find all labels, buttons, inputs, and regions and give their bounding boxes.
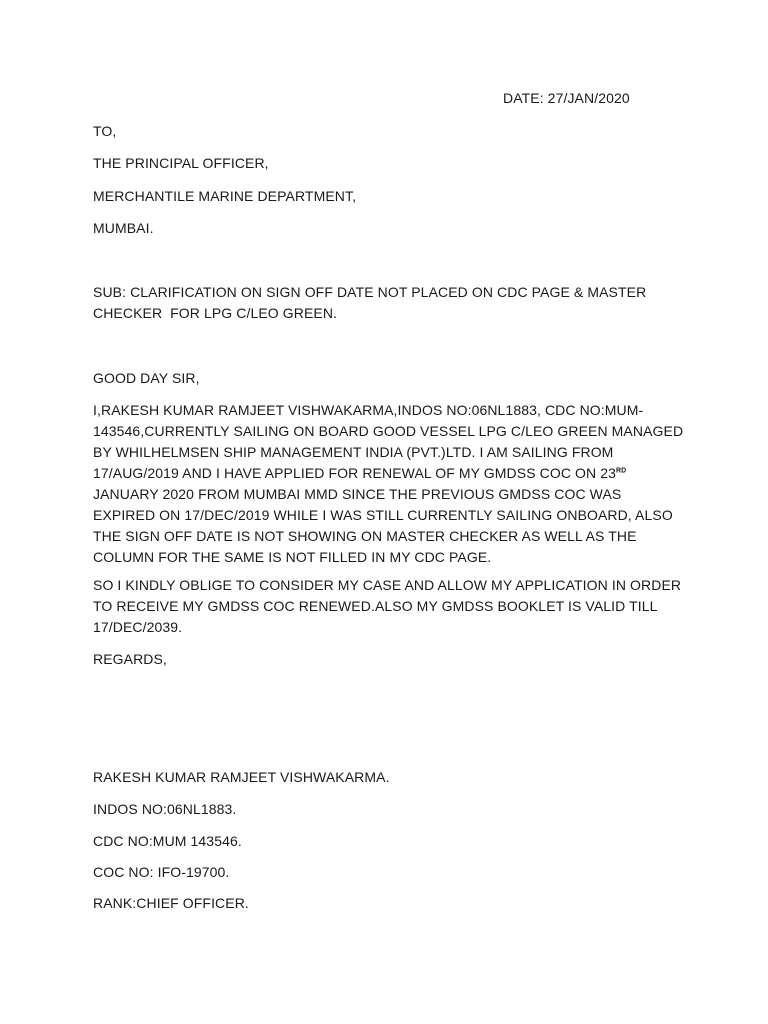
body1-line-8: COLUMN FOR THE SAME IS NOT FILLED IN MY CDC PAGE. xyxy=(93,549,492,565)
date-year: 2020 xyxy=(598,90,630,106)
recipient-department: MERCHANTILE MARINE DEPARTMENT, xyxy=(93,188,357,204)
body1-line-4 xyxy=(93,463,626,484)
recipient-title: THE PRINCIPAL OFFICER, xyxy=(93,155,269,171)
date-line xyxy=(503,88,630,109)
body2-line-2: TO RECEIVE MY GMDSS COC RENEWED.ALSO MY GMDSS BOOKLET IS VALID TILL xyxy=(93,598,658,614)
body1-line-4-text: 17/AUG/2019 AND I HAVE APPLIED FOR RENEWAL OF MY GMDSS COC ON 23 xyxy=(93,465,616,481)
recipient-city: MUMBAI. xyxy=(93,220,154,236)
closing: REGARDS, xyxy=(93,651,167,667)
signature-cdc: CDC NO:MUM 143546. xyxy=(93,833,242,849)
body1-line-6: EXPIRED ON 17/DEC/2019 WHILE I WAS STILL CURRENTLY SAILING ONBOARD, ALSO xyxy=(93,507,673,523)
body2-line-3: 17/DEC/2039. xyxy=(93,619,183,635)
body1-line-1: I,RAKESH KUMAR RAMJEET VISHWAKARMA,INDOS NO:06NL1883, CDC NO:MUM- xyxy=(93,402,644,418)
signature-rank: RANK:CHIEF OFFICER. xyxy=(93,895,249,911)
ordinal-suffix: RD xyxy=(616,467,627,475)
signature-coc: COC NO: IFO-19700. xyxy=(93,864,230,880)
subject-line-1: SUB: CLARIFICATION ON SIGN OFF DATE NOT PLACED ON CDC PAGE & MASTER xyxy=(93,284,647,300)
subject-line-2: CHECKER FOR LPG C/LEO GREEN. xyxy=(93,305,338,321)
date-label: DATE: 27/JAN/ xyxy=(503,90,599,106)
greeting: GOOD DAY SIR, xyxy=(93,370,200,386)
signature-indos: INDOS NO:06NL1883. xyxy=(93,801,237,817)
body2-line-1: SO I KINDLY OBLIGE TO CONSIDER MY CASE AND ALLOW MY APPLICATION IN ORDER xyxy=(93,577,682,593)
body1-line-7: THE SIGN OFF DATE IS NOT SHOWING ON MASTER CHECKER AS WELL AS THE xyxy=(93,528,637,544)
signature-name: RAKESH KUMAR RAMJEET VISHWAKARMA. xyxy=(93,769,390,785)
to-label: TO, xyxy=(93,123,117,139)
body1-line-2: 143546,CURRENTLY SAILING ON BOARD GOOD VESSEL LPG C/LEO GREEN MANAGED xyxy=(93,423,684,439)
body1-line-5: JANUARY 2020 FROM MUMBAI MMD SINCE THE PREVIOUS GMDSS COC WAS xyxy=(93,486,622,502)
body1-line-3: BY WHILHELMSEN SHIP MANAGEMENT INDIA (PVT.)LTD. I AM SAILING FROM xyxy=(93,444,614,460)
